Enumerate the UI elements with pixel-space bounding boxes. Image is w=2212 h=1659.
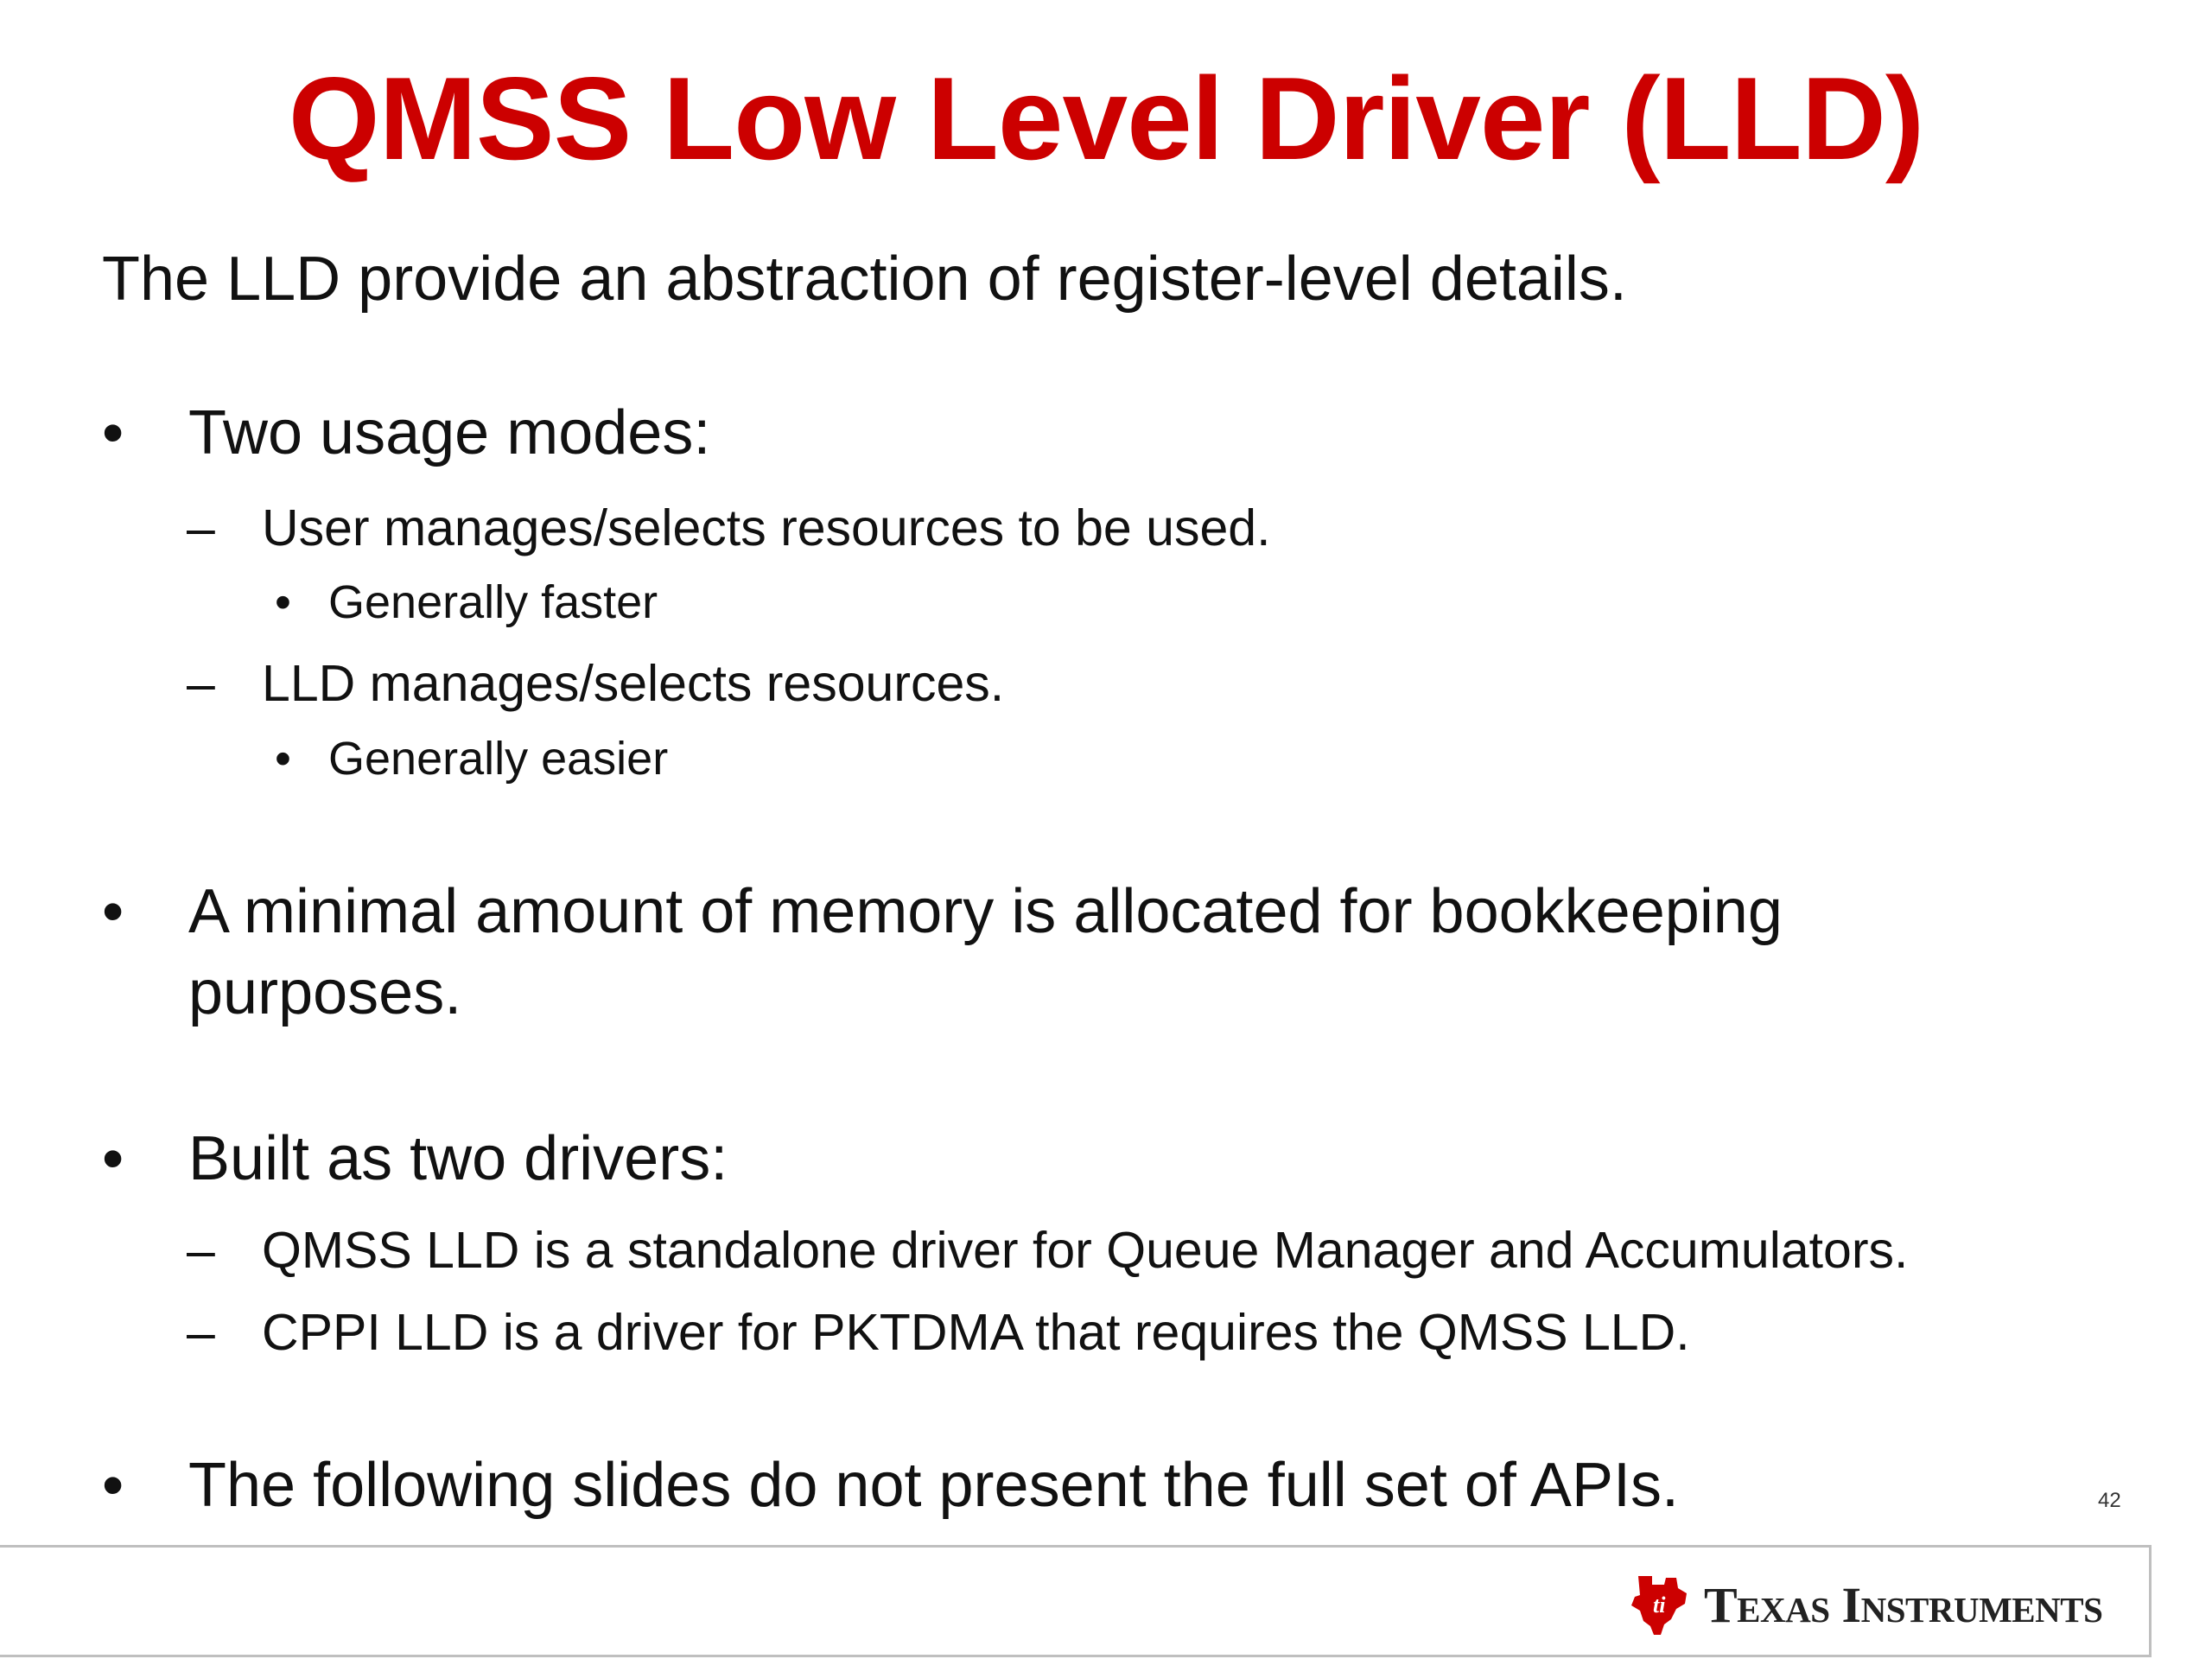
subitem-lld-manages: LLD manages/selects resources.: [262, 655, 1005, 712]
ti-logo-text: Texas Instruments: [1704, 1577, 2103, 1633]
slide-title: QMSS Low Level Driver (LLD): [288, 53, 1924, 184]
svg-text:ti: ti: [1653, 1592, 1666, 1618]
bullet-marker: •: [102, 1451, 124, 1520]
bullet-marker: •: [102, 398, 124, 467]
dash-marker: –: [187, 1304, 215, 1361]
small-bullet-marker: •: [275, 576, 291, 628]
subitem-user-manages: User manages/selects resources to be used.: [262, 499, 1271, 556]
subitem-cppi-lld: CPPI LLD is a driver for PKTDMA that requires the QMSS LLD.: [262, 1304, 1690, 1361]
subitem-qmss-lld: QMSS LLD is a standalone driver for Queue Manager and Accumulators.: [262, 1222, 1909, 1279]
bullet-minimal-memory-line1: A minimal amount of memory is allocated for bookkeeping: [188, 877, 1783, 946]
subsubitem-generally-easier: Generally easier: [328, 733, 669, 785]
dash-marker: –: [187, 655, 215, 712]
dash-marker: –: [187, 499, 215, 556]
subsubitem-generally-faster: Generally faster: [328, 576, 658, 628]
small-bullet-marker: •: [275, 733, 291, 785]
bullet-following-slides: The following slides do not present the full set of APIs.: [188, 1451, 1679, 1520]
bullet-built-as-two-drivers: Built as two drivers:: [188, 1124, 728, 1193]
texas-instruments-logo: [1626, 1571, 2102, 1640]
intro-text: The LLD provide an abstraction of register-level details.: [102, 245, 1627, 314]
bullet-marker: •: [102, 1124, 124, 1193]
slide-number: 42: [2098, 1489, 2121, 1512]
bullet-minimal-memory-line2: purposes.: [188, 958, 462, 1027]
dash-marker: –: [187, 1222, 215, 1279]
ti-state-logo-icon: [1626, 1573, 1692, 1638]
bullet-marker: •: [102, 877, 124, 946]
bullet-two-usage-modes: Two usage modes:: [188, 398, 711, 467]
